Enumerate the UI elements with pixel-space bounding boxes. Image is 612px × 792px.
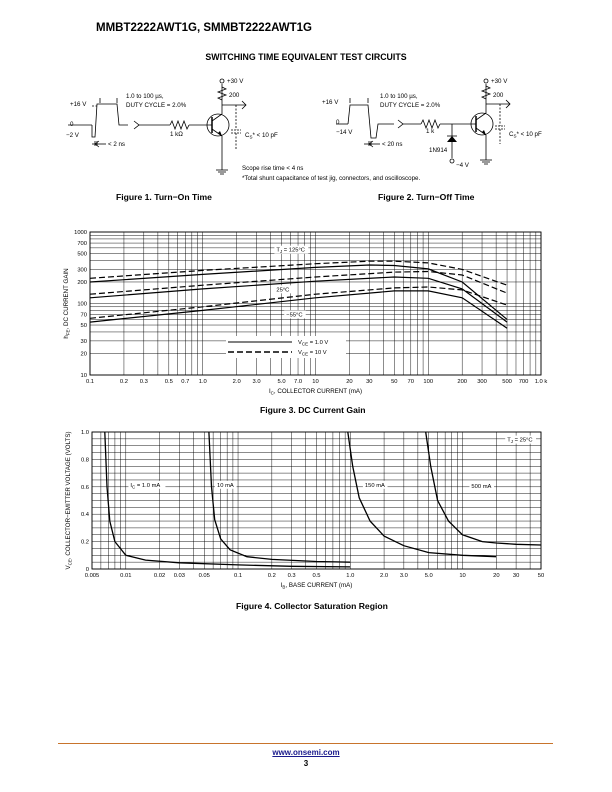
c1-vzero: 0 — [70, 121, 74, 128]
y-tick-label: 500 — [77, 251, 87, 258]
page-number: 3 — [303, 759, 309, 768]
x-tick-label: 100 — [423, 379, 434, 385]
series-line — [209, 432, 350, 562]
x-tick-label: 0.2 — [119, 379, 128, 385]
y-tick-label: 0 — [85, 567, 89, 573]
y-tick-label: 0.4 — [80, 512, 89, 519]
y-tick-label: 30 — [80, 338, 87, 345]
y-tick-label: 1000 — [74, 230, 87, 236]
y-tick-label: 10 — [80, 373, 87, 379]
x-tick-label: 50 — [537, 573, 545, 579]
x-tick-label: 5.0 — [277, 379, 286, 385]
figure2-caption: Figure 2. Turn−Off Time — [378, 192, 475, 202]
c1-vhigh: +16 V — [70, 101, 87, 108]
x-axis-label: $I_B$, BASE CURRENT (mA) — [280, 582, 353, 590]
c2-rise: < 20 ns — [382, 141, 403, 148]
c2-pulse-width: 1.0 to 100 µs, — [380, 93, 418, 100]
annotation-label: −55°C — [286, 312, 303, 319]
x-tick-label: 2.0 — [380, 573, 389, 579]
x-tick-label: 200 — [457, 379, 468, 385]
annotation-label: $I_C = 1.0$ mA — [130, 482, 161, 490]
x-tick-label: 0.02 — [153, 573, 166, 579]
y-tick-label: 200 — [77, 279, 87, 286]
x-tick-label: 0.3 — [139, 379, 148, 385]
y-tick-label: 700 — [77, 241, 87, 248]
c2-resistor: 1 k — [426, 128, 435, 135]
x-tick-label: 20 — [346, 379, 353, 385]
figure4-chart — [0, 422, 612, 607]
y-tick-label: 0.8 — [80, 457, 89, 464]
x-tick-label: 30 — [366, 379, 373, 385]
x-tick-label: 0.005 — [84, 573, 100, 579]
annotation-label: $T_J = 25^\circ C$ — [507, 437, 533, 445]
figure3-chart — [0, 222, 612, 422]
legend-label: $V_{CE} = 1.0$ V — [298, 340, 329, 347]
x-tick-label: 700 — [518, 379, 529, 385]
c1-pulse-width: 1.0 to 100 µs, — [126, 93, 164, 100]
x-tick-label: 2.0 — [232, 379, 241, 385]
c1-cs: $C_S* < 10$ pF — [245, 132, 278, 140]
x-tick-label: 0.01 — [120, 573, 132, 579]
x-tick-label: 0.3 — [287, 573, 296, 579]
y-tick-label: 300 — [77, 267, 87, 274]
x-axis-label: $I_C$, COLLECTOR CURRENT (mA) — [268, 388, 363, 396]
document-title: MMBT2222AWT1G, SMMBT2222AWT1G — [96, 22, 312, 34]
y-tick-label: 20 — [80, 351, 87, 358]
footer-link[interactable]: www.onsemi.com — [272, 748, 340, 757]
x-tick-label: 50 — [391, 379, 398, 385]
x-tick-label: 0.2 — [267, 573, 276, 579]
y-tick-label: 70 — [80, 312, 87, 319]
x-tick-label: 10 — [459, 573, 466, 579]
y-tick-label: 100 — [77, 301, 87, 308]
figure1-caption: Figure 1. Turn−On Time — [116, 192, 212, 202]
y-axis-label: $V_{CE}$, COLLECTOR−EMITTER VOLTAGE (VOLTS) — [65, 431, 73, 570]
x-tick-label: 1.0 — [198, 379, 207, 385]
c1-rc: 200 — [229, 92, 240, 99]
x-tick-label: 1.0 — [346, 573, 355, 579]
shunt-note: *Total shunt capacitance of test jig, connectors, and oscilloscope. — [242, 175, 421, 182]
c1-resistor: 1 kΩ — [170, 131, 183, 138]
legend-label: $V_{CE} = 10$ V — [298, 350, 327, 357]
x-tick-label: 3.0 — [399, 573, 408, 579]
c1-duty: DUTY CYCLE = 2.0% — [126, 102, 187, 109]
y-tick-label: 0.6 — [80, 484, 89, 491]
x-tick-label: 5.0 — [424, 573, 433, 579]
x-tick-label: 0.1 — [85, 379, 95, 385]
series-line — [348, 432, 497, 557]
x-tick-label: 0.05 — [198, 573, 210, 579]
x-tick-label: 0.7 — [181, 379, 190, 385]
c1-rise: < 2 ns — [108, 141, 126, 148]
x-tick-label: 0.5 — [312, 573, 321, 579]
annotation-label: 25°C — [276, 287, 290, 294]
x-tick-label: 3.0 — [252, 379, 261, 385]
c2-cs: $C_S* < 10$ pF — [509, 131, 542, 139]
c2-vzero: 0 — [336, 119, 340, 126]
test-circuits — [0, 0, 612, 200]
x-tick-label: 30 — [512, 573, 520, 579]
x-tick-label: 0.03 — [173, 573, 185, 579]
c2-diode: 1N914 — [429, 147, 448, 154]
x-tick-label: 7.0 — [294, 379, 303, 385]
x-tick-label: 70 — [407, 379, 415, 385]
section-title: SWITCHING TIME EQUIVALENT TEST CIRCUITS — [205, 52, 407, 62]
c1-vcc: +30 V — [227, 78, 244, 85]
y-tick-label: 1.0 — [80, 430, 89, 436]
scope-note: Scope rise time < 4 ns — [242, 165, 304, 172]
x-tick-label: 0.1 — [234, 573, 243, 579]
figure4-caption: Figure 4. Collector Saturation Region — [236, 601, 388, 611]
c2-vcc: +30 V — [491, 78, 508, 85]
c2-vee: −4 V — [456, 162, 469, 169]
x-tick-label: 10 — [312, 379, 319, 385]
c2-vhigh: +16 V — [322, 99, 339, 106]
annotation-label: 500 mA — [471, 484, 492, 491]
x-tick-label: 1.0 k — [534, 379, 548, 385]
x-tick-label: 500 — [502, 379, 512, 385]
c2-vlow: −14 V — [336, 129, 353, 136]
y-tick-label: 50 — [80, 323, 87, 330]
annotation-label: 150 mA — [364, 482, 385, 489]
annotation-label: $T_J = 125^\circ C$ — [276, 247, 305, 255]
c2-rc: 200 — [493, 92, 504, 99]
figure3-caption: Figure 3. DC Current Gain — [260, 405, 366, 415]
x-tick-label: 20 — [493, 573, 500, 579]
y-axis-label: $h_{FE}$, DC CURRENT GAIN — [63, 268, 71, 339]
annotation-label: 10 mA — [217, 482, 234, 489]
c2-duty: DUTY CYCLE = 2.0% — [380, 102, 441, 109]
x-tick-label: 0.5 — [164, 379, 173, 385]
c1-vlow: −2 V — [66, 132, 79, 139]
footer-rule — [58, 743, 553, 744]
x-tick-label: 300 — [477, 379, 487, 385]
y-tick-label: 0.2 — [80, 539, 89, 546]
